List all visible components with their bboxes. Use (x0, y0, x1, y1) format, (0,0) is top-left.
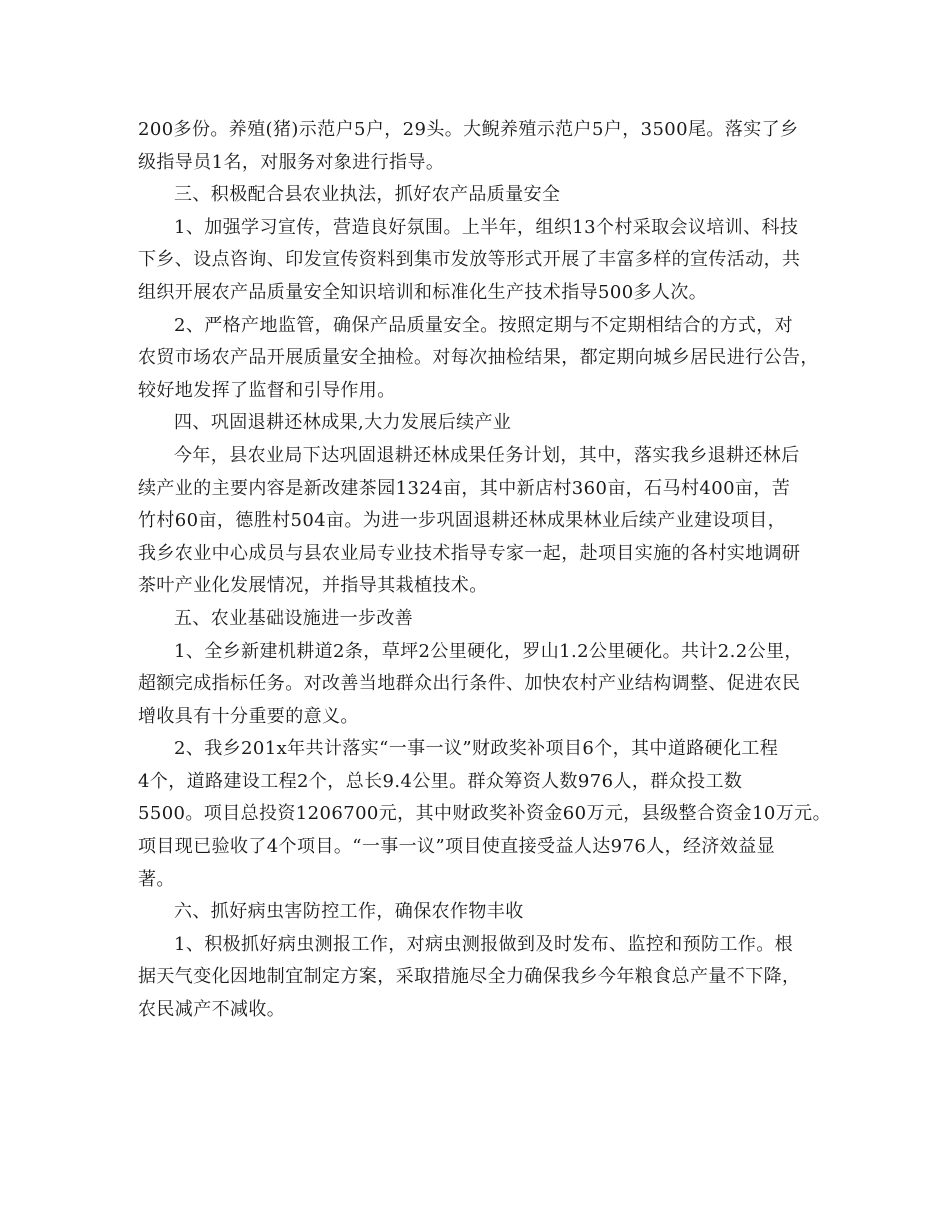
text-line: 农贸市场农产品开展质量安全抽检。对每次抽检结果，都定期向城乡居民进行公告， (138, 347, 819, 369)
text-line: 下乡、设点咨询、印发宣传资料到集市发放等形式开展了丰富多样的宣传活动，共 (138, 249, 801, 271)
text-line: 超额完成指标任务。对改善当地群众出行条件、加快农村产业结构调整、促进农民 (138, 673, 801, 695)
text-line: 5500。项目总投资1206700元，其中财政奖补资金60万元，县级整合资金10万元。 (138, 803, 831, 825)
text-line: 竹村60亩，德胜村504亩。为进一步巩固退耕还林成果林业后续产业建设项目， (138, 510, 787, 532)
text-line: 2、严格产地监管，确保产品质量安全。按照定期与不定期相结合的方式，对 (174, 314, 794, 336)
text-line: 六、抓好病虫害防控工作，确保农作物丰收 (174, 901, 524, 923)
text-line: 4个，道路建设工程2个，总长9.4公里。群众筹资人数976人，群众投工数 (138, 770, 743, 792)
text-line: 组织开展农产品质量安全知识培训和标准化生产技术指导500多人次。 (138, 281, 708, 303)
text-line: 1、加强学习宣传，营造良好氛围。上半年，组织13个村采取会议培训、科技 (174, 216, 799, 238)
text-line: 五、农业基础设施进一步改善 (174, 607, 414, 629)
text-line: 200多份。养殖(猪)示范户5户，29头。大鲵养殖示范户5户，3500尾。落实了乡 (138, 119, 799, 140)
text-line: 我乡农业中心成员与县农业局专业技术指导专家一起，赴项目实施的各村实地调研 (138, 542, 801, 564)
text-line: 增收具有十分重要的意义。 (138, 705, 359, 727)
text-line: 今年，县农业局下达巩固退耕还林成果任务计划，其中，落实我乡退耕还林后 (174, 444, 800, 466)
text-line: 1、积极抓好病虫测报工作，对病虫测报做到及时发布、监控和预防工作。根 (174, 933, 794, 955)
text-line: 2、我乡201x年共计落实“一事一议”财政奖补项目6个，其中道路硬化工程 (174, 738, 779, 760)
text-line: 据天气变化因地制宜制定方案，采取措施尽全力确保我乡今年粮食总产量不下降， (138, 966, 801, 988)
text-line: 级指导员1名，对服务对象进行指导。 (138, 151, 445, 173)
text-line: 三、积极配合县农业执法，抓好农产品质量安全 (174, 184, 561, 206)
document-page (138, 114, 831, 1027)
text-line: 较好地发挥了监督和引导作用。 (138, 379, 396, 401)
text-line: 农民减产不减收。 (138, 999, 286, 1021)
text-line: 著。 (138, 868, 175, 890)
text-line: 四、巩固退耕还林成果,大力发展后续产业 (174, 412, 512, 434)
text-line: 项目现已验收了4个项目。“一事一议”项目使直接受益人达976人，经济效益显 (138, 836, 776, 858)
text-line: 1、全乡新建机耕道2条，草坪2公里硬化，罗山1.2公里硬化。共计2.2公里， (174, 640, 803, 662)
text-line: 茶叶产业化发展情况，并指导其栽植技术。 (138, 575, 488, 597)
text-line: 续产业的主要内容是新改建茶园1324亩，其中新店村360亩，石马村400亩，苦 (138, 477, 791, 499)
